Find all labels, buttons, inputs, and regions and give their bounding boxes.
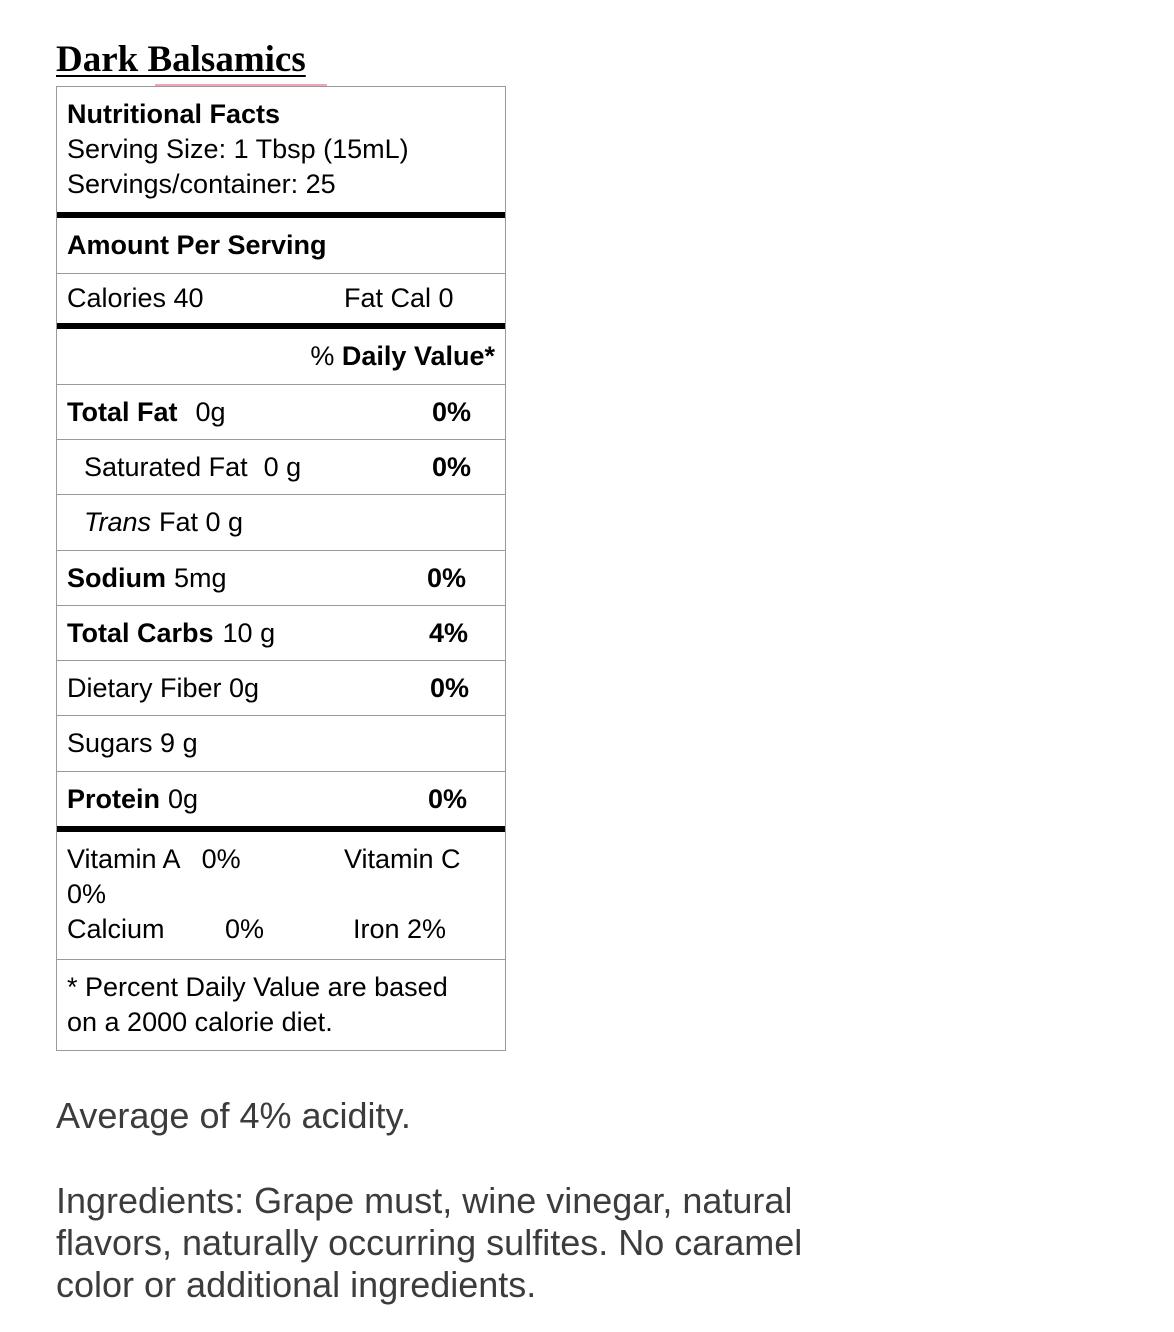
nutrient-daily-value: 0%	[432, 451, 472, 482]
amount-per-serving-row	[57, 218, 505, 274]
nutrient-label: Trans	[84, 507, 152, 537]
ingredients	[56, 1180, 802, 1306]
ingredients-line: color or additional ingredients.	[56, 1264, 537, 1305]
daily-value-prefix: %	[310, 341, 342, 371]
nutrition-facts-table	[56, 86, 506, 1051]
ingredients-line: Ingredients: Grape must, wine vinegar, natural	[56, 1180, 793, 1221]
nutrient-label: Total Carbs	[67, 617, 214, 648]
amount-per-serving: Amount Per Serving	[67, 230, 327, 260]
nutrient-label: Protein	[67, 783, 161, 814]
iron: Iron 2%	[353, 914, 447, 944]
footnote-line: on a 2000 calorie diet.	[67, 1007, 333, 1037]
nutrient-amount: 10 g	[222, 617, 276, 648]
nutrient-row-saturated-fat	[57, 440, 505, 495]
calcium-value: 0%	[225, 914, 265, 944]
vitamin-a: Vitamin A 0%	[67, 844, 241, 874]
vitamins-block	[57, 832, 505, 960]
serving-size: Serving Size: 1 Tbsp (15mL)	[67, 134, 409, 164]
nutrient-amount: 0g	[168, 783, 199, 814]
nutrient-daily-value: 4%	[429, 617, 469, 648]
fat-calories: Fat Cal 0	[344, 283, 454, 313]
nutrient-row-sodium	[57, 551, 505, 606]
nutrient-label: Sodium	[67, 562, 166, 593]
footnote-line: * Percent Daily Value are based	[67, 972, 448, 1002]
acidity-note: Average of 4% acidity.	[56, 1095, 411, 1136]
nutrient-row-total-carbs	[57, 606, 505, 661]
nutrient-daily-value: 0%	[427, 562, 467, 593]
calories: Calories 40	[67, 283, 204, 313]
nutrient-label: Saturated Fat	[84, 451, 248, 482]
nutrient-amount: 5mg	[174, 562, 227, 593]
nutrient-daily-value: 0%	[428, 783, 468, 814]
nutrient-daily-value: 0%	[432, 396, 472, 427]
nutrient-row-sugars	[57, 716, 505, 772]
facts-header	[57, 87, 505, 218]
daily-value-label: Daily Value*	[341, 341, 495, 371]
calories-row	[57, 274, 505, 329]
calcium: Calcium	[67, 914, 165, 944]
nutrient-label: Total Fat	[67, 396, 178, 427]
nutrient-row-total-fat	[57, 385, 505, 440]
nutrient-label: Dietary Fiber 0g	[67, 672, 260, 703]
vitamin-c-value: 0%	[67, 879, 107, 909]
facts-heading: Nutritional Facts	[67, 99, 281, 129]
nutrient-row-trans-fat	[57, 495, 505, 551]
daily-value-header	[57, 329, 505, 385]
nutrient-amount: Fat 0 g	[159, 507, 244, 537]
nutrient-amount: 0g	[195, 396, 226, 427]
nutrient-row-protein	[57, 772, 505, 832]
nutrient-amount: 0 g	[263, 451, 302, 482]
page-title: Dark Balsamics	[56, 39, 306, 80]
vitamin-c: Vitamin C	[344, 844, 461, 874]
ingredients-line: flavors, naturally occurring sulfites. No caramel	[56, 1222, 803, 1263]
nutrient-daily-value: 0%	[430, 672, 470, 703]
servings-per-container: Servings/container: 25	[67, 169, 336, 199]
nutrient-row-dietary-fiber	[57, 661, 505, 716]
footnote	[57, 960, 505, 1050]
nutrient-label: Sugars 9 g	[67, 728, 198, 758]
